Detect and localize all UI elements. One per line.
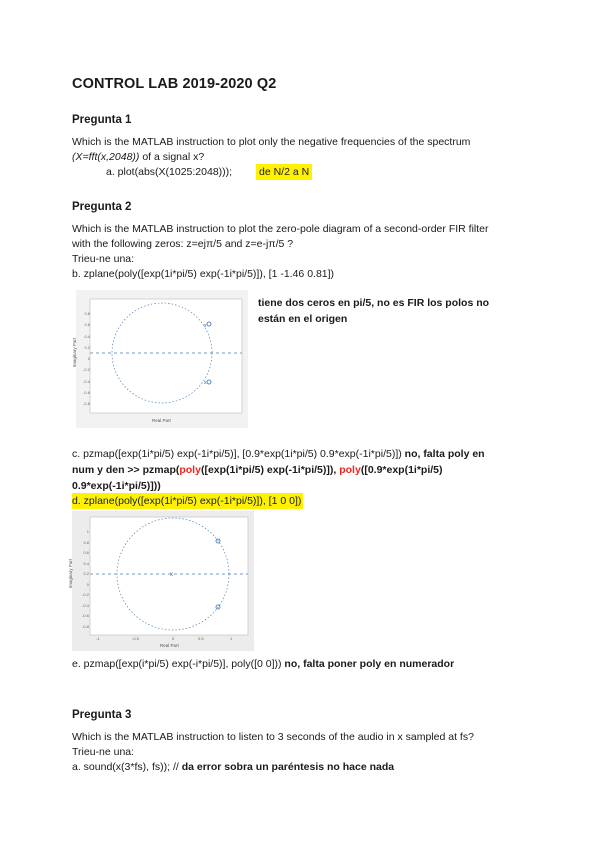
plot-2-ylabel: Imaginary Part: [68, 558, 74, 589]
question-3-text: Which is the MATLAB instruction to listen to 3 seconds of the audio in x sampled at fs?: [72, 731, 474, 743]
question-3-option-a: a. sound(x(3*fs), fs)); // da error sobra un paréntesis no hace nada: [72, 761, 395, 773]
plot-2-xtick: -1: [96, 636, 100, 641]
plot-1-ylabel: Imaginary Part: [72, 337, 78, 368]
question-1-option-a-note: de N/2 a N: [256, 164, 312, 180]
pole-zero-plot-2: [68, 511, 254, 651]
svg-text:x: x: [204, 323, 207, 329]
poly-keyword: poly: [179, 464, 201, 476]
question-3-instruction: Trieu-ne una:: [72, 746, 135, 758]
question-2-option-d: d. zplane(poly([exp(1i*pi/5) exp(-1i*pi/5)]), [1 0 0]): [72, 495, 302, 507]
question-3-heading: Pregunta 3: [72, 709, 132, 721]
question-2-option-b: b. zplane(poly([exp(1i*pi/5) exp(-1i*pi/5)]), [1 -1.46 0.81]): [72, 268, 335, 280]
question-1-text-2-rest: of a signal x?: [139, 151, 205, 163]
question-2-option-c: c. pzmap([exp(1i*pi/5) exp(-1i*pi/5)], [0.9*exp(1i*pi/5) 0.9*exp(-1i*pi/5)]) no, falta poly en: [72, 448, 485, 460]
pole-zero-plot-1-svg: [76, 290, 248, 428]
question-2-option-c-line-3: 0.9*exp(-1i*pi/5)])): [72, 480, 161, 492]
question-1-text: Which is the MATLAB instruction to plot only the negative frequencies of the spectrum: [72, 136, 471, 148]
question-2-text-2: with the following zeros: z=ejπ/5 and z=e-jπ/5 ?: [72, 238, 294, 250]
poly-keyword: poly: [339, 464, 361, 476]
pole-zero-plot-1: [72, 290, 248, 428]
question-2-instruction: Trieu-ne una:: [72, 253, 135, 265]
plot-2-xlabel: Real Part: [160, 643, 179, 648]
plot-1-xlabel: Real Part: [152, 418, 171, 423]
plot-2-xtick: 0.5: [198, 636, 204, 641]
plot-2-xtick: 1: [230, 636, 233, 641]
question-1-option-a: a. plot(abs(X(1025:2048)));: [106, 166, 233, 178]
svg-text:x: x: [204, 380, 207, 386]
fft-expression: (X=fft(x,2048)): [72, 151, 140, 163]
svg-text:x: x: [170, 572, 173, 578]
question-2-option-b-note-2: están en el origen: [258, 313, 348, 325]
question-1-text-2: [72, 149, 204, 165]
question-2-option-c-line-2: num y den >> pzmap(poly([exp(1i*pi/5) exp(-1i*pi/5)]), poly([0.9*exp(1i*pi/5): [72, 464, 443, 476]
question-2-option-b-note: tiene dos ceros en pi/5, no es FIR los polos no: [258, 297, 490, 309]
plot-2-xtick: -0.5: [132, 636, 139, 641]
plot-2-yticks: 1 0.8 0.6 0.4 0.2 0 -0.2 -0.4 -0.6 -0.8: [82, 529, 89, 629]
plot-1-yticks: 0.8 0.6 0.4 0.2 0 -0.2 -0.4 -0.6 -0.8: [83, 311, 90, 407]
plot-2-xtick: 0: [172, 636, 175, 641]
question-2-heading: Pregunta 2: [72, 201, 132, 213]
question-2-option-e: e. pzmap([exp(i*pi/5) exp(-i*pi/5)], poly([0 0])) no, falta poner poly en numerador: [72, 658, 455, 670]
pole-zero-plot-2-svg: [72, 511, 254, 651]
question-1-heading: Pregunta 1: [72, 114, 132, 126]
question-2-text: Which is the MATLAB instruction to plot the zero-pole diagram of a second-order FIR filter: [72, 223, 489, 235]
page-title: CONTROL LAB 2019-2020 Q2: [72, 76, 277, 92]
